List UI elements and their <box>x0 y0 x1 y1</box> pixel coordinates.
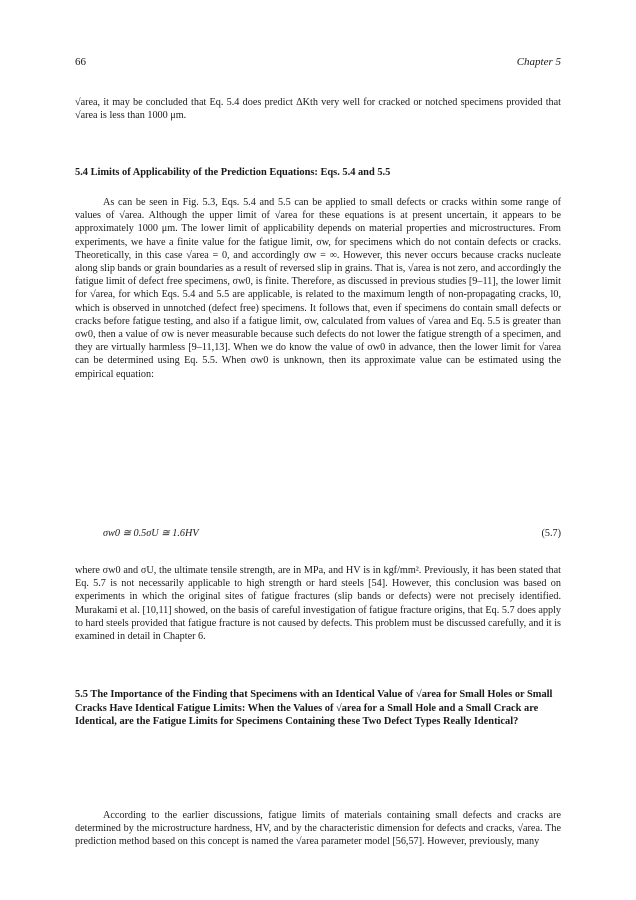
chapter-label: Chapter 5 <box>516 56 561 68</box>
equation-number: (5.7) <box>541 528 561 539</box>
equation-5-7 <box>75 527 561 541</box>
section-5-4-heading-block <box>75 166 561 180</box>
section-5-5-body <box>75 809 561 849</box>
section-5-5-heading-block <box>75 688 561 729</box>
section-5-5-paragraph: According to the earlier discussions, fatigue limits of materials containing small defects and cracks are determined by the microstructure hardness, HV, and by the characteristic dimension for defects and cracks, √area. The prediction method based on this concept is named the √area parameter model [56,57]. However, previously, many <box>75 810 561 848</box>
section-5-4-heading: 5.4 Limits of Applicability of the Prediction Equations: Eqs. 5.4 and 5.5 <box>75 167 391 178</box>
section-5-4-body <box>75 196 561 381</box>
intro-paragraph: √area, it may be concluded that Eq. 5.4 does predict ΔKth very well for cracked or notched specimens provided that √area is less than 1000 μm. <box>75 97 561 122</box>
running-header <box>75 56 561 72</box>
section-5-4-body-continued <box>75 564 561 643</box>
equation-text: σw0 ≅ 0.5σU ≅ 1.6HV <box>103 528 199 539</box>
section-5-4-paragraph: As can be seen in Fig. 5.3, Eqs. 5.4 and 5.5 can be applied to small defects or cracks within some range of values of √area. Although the upper limit of √area for these equations is at present uncertain, it appears to be approximately 1000 μm. The lower limit of applicability depends on material properties and microstructures. From experiments, we have a finite value for the fatigue limit, σw, for specimens which do not contain defects or cracks. Theoretically, in this case √area = 0, and accordingly σw = ∞. However, this never occurs because cracks nucleate along slip bands or grain boundaries as a result of reversed slip in grains. That is, √area is not zero, and accordingly the fatigue limit of defect free specimens, σw0, is finite. Therefore, as discussed in previous studies [9–11], the lower limit for √area, for which Eqs. 5.4 and 5.5 are applicable, is related to the maximum length of non-propagating cracks, l0, which is observed in unnotched (defect free) specimens. It follows that, even if specimens do contain small defects or cracks before fatigue testing, and also if a fatigue limit, σw, calculated from values of √area and Eq. 5.5 is greater than σw0, then a value of σw is never measurable because such defects do not lower the fatigue strength of a specimen, and they are virtually harmless [9–11,13]. When we do know the value of σw0 in advance, then the lower limit for √area can be determined using Eq. 5.5. When σw0 is unknown, then its approximate value can be estimated using the empirical equation: <box>75 197 561 380</box>
intro-paragraph-block <box>75 96 561 122</box>
page-number: 66 <box>75 56 86 68</box>
section-5-5-heading: 5.5 The Importance of the Finding that Specimens with an Identical Value of √area for Small Holes or Small Cracks Have Identical Fatigue Limits: When the Values of √area for a Small Hole and a Small Crack are Identical, are the Fatigue Limits for Specimens Containing these Two Defect Types Really Identical? <box>75 689 553 728</box>
section-5-4-paragraph-after: where σw0 and σU, the ultimate tensile strength, are in MPa, and HV is in kgf/mm². Previously, it has been stated that Eq. 5.7 is not necessarily applicable to high strength or hard steels [54]. However, this conclusion was based on experiments in which the original sites of fatigue fractures (slip bands or defects) were not precisely identified. Murakami et al. [10,11] showed, on the basis of careful investigation of fatigue fracture origins, that Eq. 5.7 does apply to hard steels provided that fatigue fracture is not caused by defects. This problem must be discussed carefully, and it is examined in detail in Chapter 6. <box>75 565 561 643</box>
